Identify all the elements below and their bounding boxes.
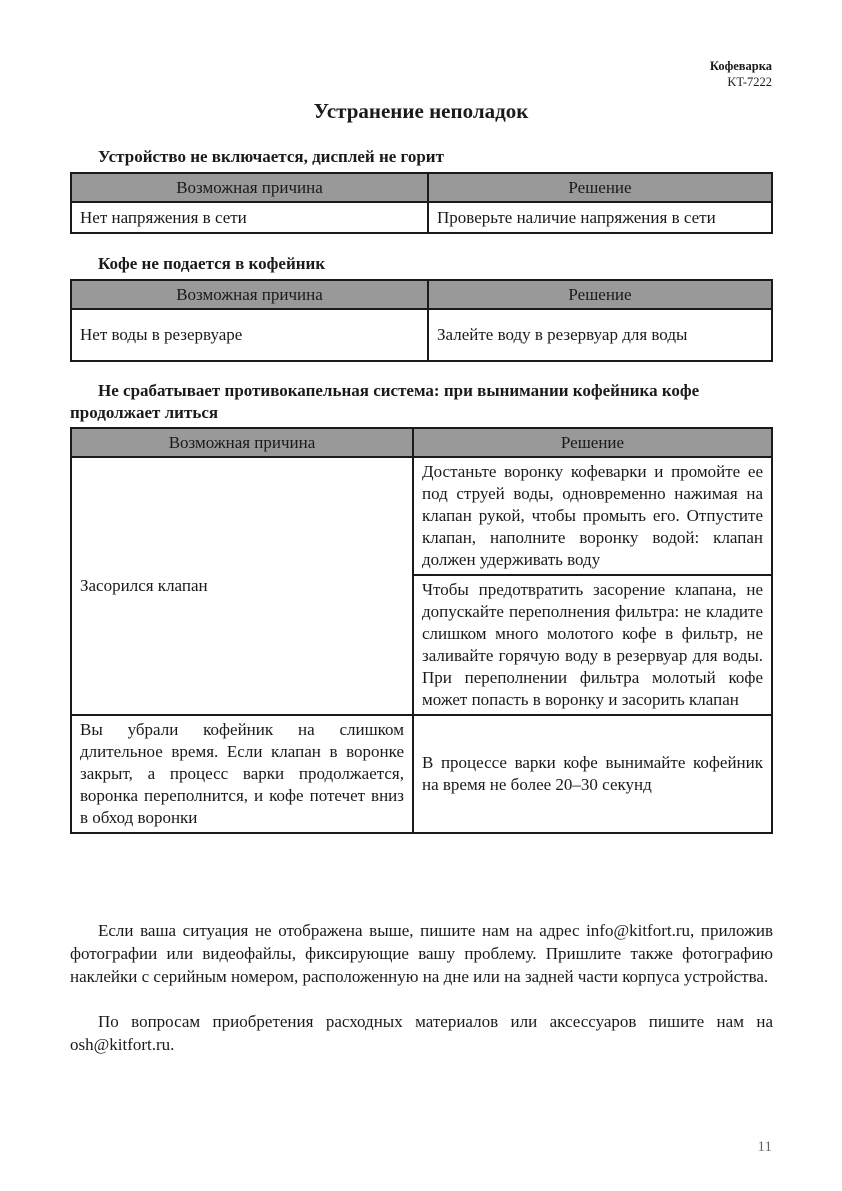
table-row [71, 457, 772, 575]
solution-cell: В процессе варки кофе вынимайте кофейник на время не более 20–30 секунд [413, 715, 772, 833]
page-number: 11 [757, 1139, 772, 1155]
column-header-cause: Возможная причина [71, 428, 413, 457]
cause-cell: Вы убрали кофейник на слишком длительное время. Если клапан в воронке закрыт, а процесс варки продолжается, воронка переполнится, и кофе потечет вниз в обход воронки [71, 715, 413, 833]
section-heading-drip-stop: Не срабатывает противокапельная система: при вынимании кофейника кофе продолжает литься [70, 381, 700, 422]
section-heading-no-coffee: Кофе не подается в кофейник [98, 254, 326, 273]
trouble-table-drip-stop [70, 427, 773, 834]
section-heading-no-power: Устройство не включается, дисплей не горит [98, 147, 444, 166]
product-header [710, 58, 772, 90]
accessories-paragraph: По вопросам приобретения расходных материалов или аксессуаров пишите нам на osh@kitfort.ru. [70, 1012, 773, 1054]
table-row [71, 309, 772, 361]
cause-cell: Нет воды в резервуаре [71, 309, 428, 361]
table-header-row [71, 428, 772, 457]
trouble-table-no-coffee [70, 279, 773, 362]
column-header-solution: Решение [428, 173, 772, 202]
page-title: Устранение неполадок [313, 99, 529, 123]
solution-cell: Проверьте наличие напряжения в сети [428, 202, 772, 233]
contact-paragraph: Если ваша ситуация не отображена выше, пишите нам на адрес info@kitfort.ru, приложив фотографии или видеофайлы, фиксирующие вашу проблему. Пришлите также фотографию наклейки с серийным номером, расположенную на дне или на задней части корпуса устройства. [70, 921, 773, 986]
cause-cell: Засорился клапан [71, 457, 413, 715]
table-header-row [71, 173, 772, 202]
column-header-cause: Возможная причина [71, 280, 428, 309]
column-header-solution: Решение [428, 280, 772, 309]
solution-cell: Залейте воду в резервуар для воды [428, 309, 772, 361]
table-header-row [71, 280, 772, 309]
trouble-table-no-power [70, 172, 773, 234]
product-model: KT-7222 [727, 75, 772, 89]
column-header-cause: Возможная причина [71, 173, 428, 202]
column-header-solution: Решение [413, 428, 772, 457]
table-row [71, 202, 772, 233]
product-name: Кофеварка [709, 59, 772, 73]
cause-cell: Нет напряжения в сети [71, 202, 428, 233]
table-row [71, 715, 772, 833]
solution-cell: Достаньте воронку кофеварки и промойте ее под струей воды, одновременно нажимая на клапан рукой, чтобы промыть его. Отпустите клапан, наполните воронку водой: клапан должен удерживать воду [413, 457, 772, 575]
solution-cell: Чтобы предотвратить засорение клапана, не допускайте переполнения фильтра: не кладите слишком много молотого кофе в фильтр, не заливайте горячую воду в резервуар для воды. При переполнении фильтра молотый кофе может попасть в воронку и засорить клапан [413, 575, 772, 715]
